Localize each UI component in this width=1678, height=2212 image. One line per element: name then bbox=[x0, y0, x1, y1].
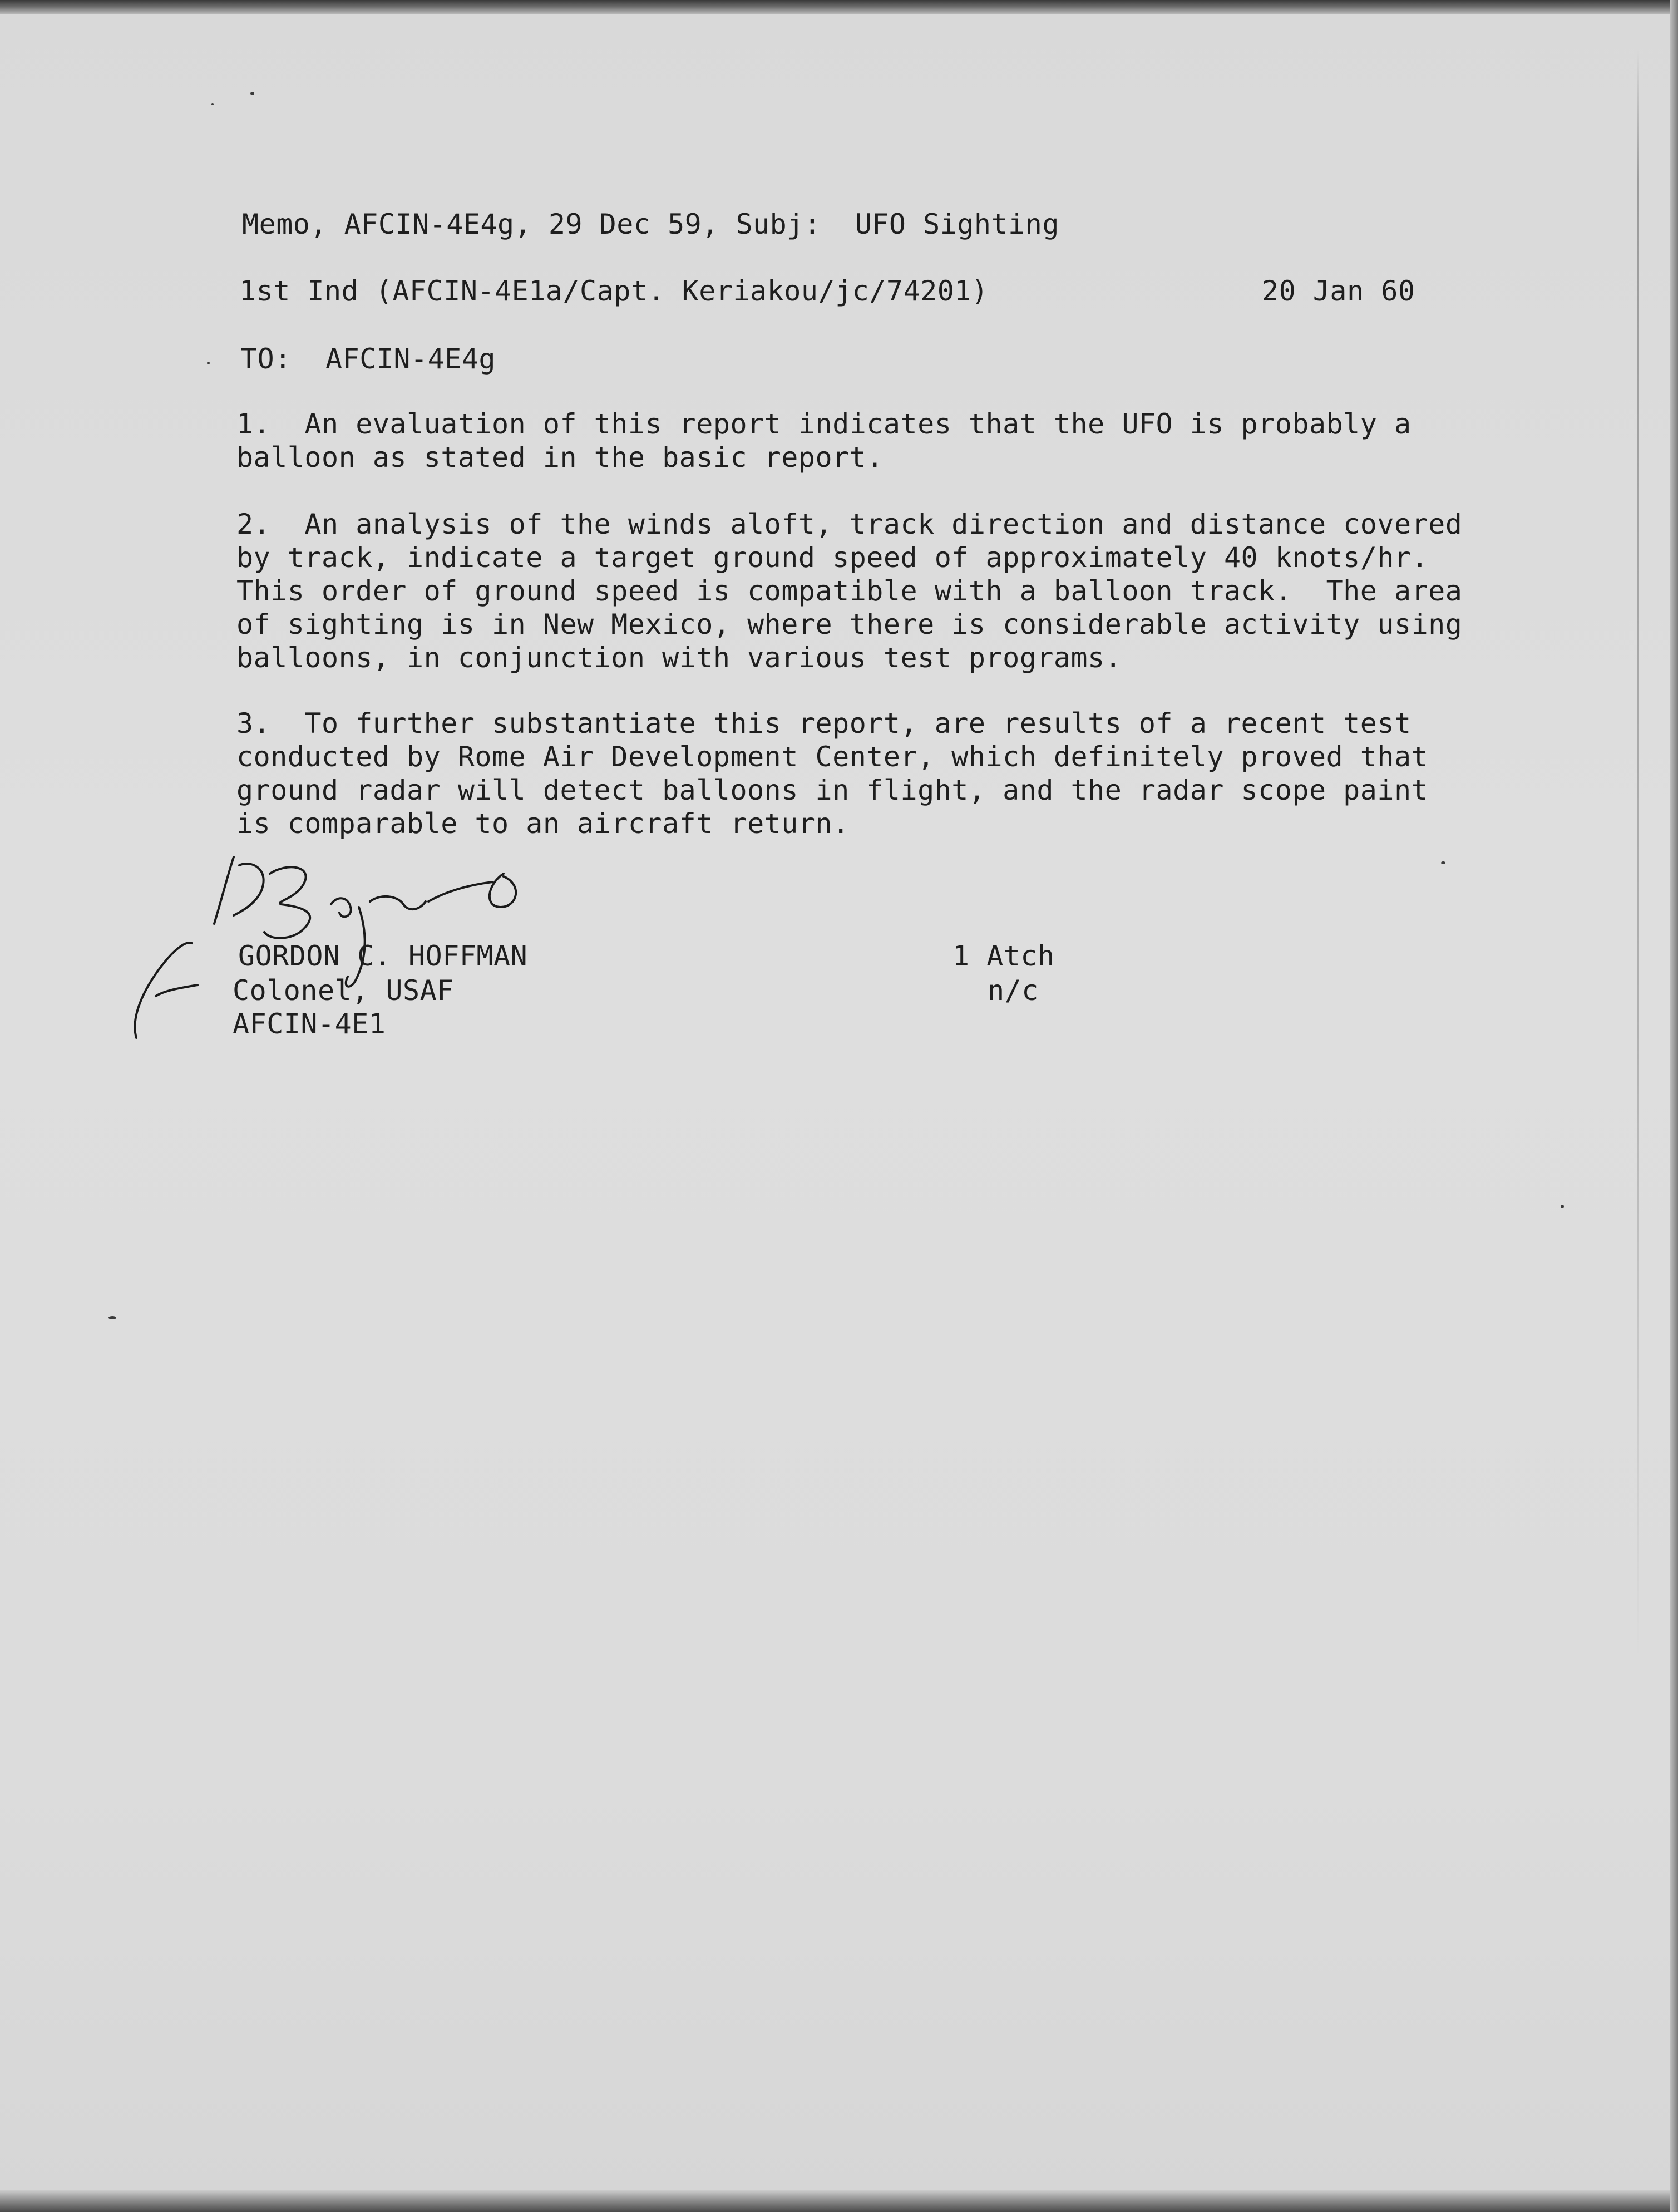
paragraph-2 bbox=[236, 508, 1483, 674]
paragraph-line: of sighting is in New Mexico, where there is considerable activity using bbox=[236, 608, 1463, 641]
scan-edge-right bbox=[1670, 0, 1678, 2212]
attachment-note: n/c bbox=[988, 974, 1039, 1007]
paragraph-line: 3. To further substantiate this report, are results of a recent test bbox=[236, 707, 1412, 740]
page-crease bbox=[1637, 50, 1639, 1664]
scan-speck bbox=[211, 103, 214, 105]
scan-speck bbox=[108, 1316, 116, 1319]
paragraph-3 bbox=[236, 707, 1483, 840]
paragraph-line: ground radar will detect balloons in flight, and the radar scope paint bbox=[236, 774, 1429, 806]
to-line: TO: AFCIN-4E4g bbox=[240, 343, 496, 375]
scan-speck bbox=[250, 92, 254, 95]
paragraph-line: This order of ground speed is compatible with a balloon track. The area bbox=[236, 575, 1463, 607]
paragraph-line: balloon as stated in the basic report. bbox=[236, 441, 884, 474]
scan-edge-top bbox=[0, 0, 1678, 14]
memo-date: 20 Jan 60 bbox=[1262, 275, 1415, 307]
attachment-count: 1 Atch bbox=[952, 940, 1055, 972]
paragraph-line: 2. An analysis of the winds aloft, track direction and distance covered bbox=[236, 508, 1463, 540]
signer-name: GORDON C. HOFFMAN bbox=[238, 940, 528, 972]
scan-edge-bottom bbox=[0, 2190, 1678, 2212]
memo-header-line: Memo, AFCIN-4E4g, 29 Dec 59, Subj: UFO Sighting bbox=[242, 208, 1059, 240]
paragraph-line: by track, indicate a target ground speed of approximately 40 knots/hr. bbox=[236, 541, 1429, 574]
signer-rank: Colonel, USAF bbox=[233, 974, 454, 1007]
scan-speck bbox=[1561, 1205, 1564, 1208]
paragraph-1 bbox=[236, 407, 1483, 474]
paragraph-line: is comparable to an aircraft return. bbox=[236, 807, 850, 840]
paragraph-line: conducted by Rome Air Development Center, which definitely proved that bbox=[236, 741, 1429, 773]
paragraph-line: 1. An evaluation of this report indicates that the UFO is probably a bbox=[236, 408, 1412, 440]
scan-speck bbox=[1441, 861, 1445, 864]
indorsement-line: 1st Ind (AFCIN-4E1a/Capt. Keriakou/jc/74201) bbox=[239, 275, 989, 307]
signer-office: AFCIN-4E1 bbox=[233, 1008, 386, 1040]
paragraph-line: balloons, in conjunction with various test programs. bbox=[236, 642, 1122, 674]
scan-speck bbox=[207, 362, 210, 364]
